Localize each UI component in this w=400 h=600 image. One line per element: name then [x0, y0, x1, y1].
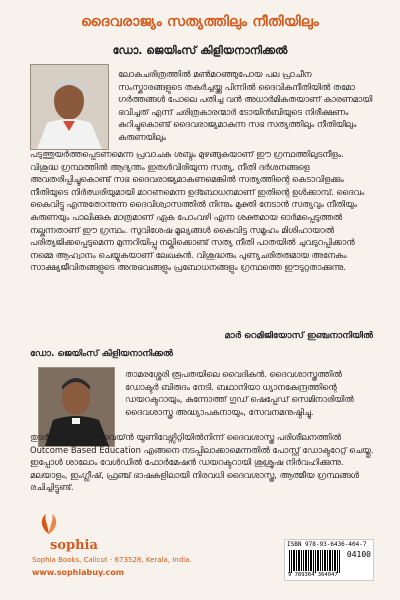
book-title: ദൈവരാജ്യം സത്യത്തിലും നീതിയിലും — [81, 14, 319, 30]
about-author-text-body: തുടർന്ന് പാരീസ് ലൂവെയ്ൻ യൂണിവേഴ്സിറ്റിയിൽനിന്ന് ദൈവശാസ്ത്ര പരിശീലനത്തിൽ Outcome Based Education എങ്ങനെ നടപ്പിലാക്കാമെന്നതിൽ പോസ്റ്റ് ഡോക്ടറേറ്റ് ചെയ്തു. ഇപ്പോൾ ശാലോം വേൾഡിൽ ഫോർമേഷൻ ഡയറക്ടറായി ശുശ്രൂഷ നിർവഹിക്കുന്നു. മലയാളം, ഇംഗ്ലീഷ്, ഫ്രഞ്ച് ഭാഷകളിലായി നിരവധി ദൈവശാസ്ത്ര, ആത്മീയ ഗ്രന്ഥങ്ങൾ രചിച്ചിട്ടുണ്ട്. — [30, 432, 374, 493]
publisher-logo-text: sophia — [50, 538, 98, 553]
barcode-icon — [289, 550, 341, 573]
publisher-logo-icon — [34, 512, 64, 540]
publisher-website: www.sophiabuy.com — [32, 568, 125, 577]
isbn-barcode-box — [284, 539, 374, 581]
about-author-name: ഡോ. ജെയിംസ് കിളിയനാനിക്കൽ — [30, 349, 173, 359]
publisher-address: Sophia Books, Calicut - 673528, Kerala, India. — [32, 556, 192, 564]
foreword-author-photo — [30, 64, 109, 150]
price-code: 04100 — [346, 550, 371, 559]
isbn-label: ISBN 978-93-6436-404-7 — [287, 541, 367, 548]
foreword-text-head: ലോകചരിത്രത്തിൽ മൺമറഞ്ഞുപോയ പല പ്രാചീന സംസ്കാരങ്ങളുടെ തകർച്ചയ്ക്കു പിന്നിൽ ദൈവികനീതിയിൽ തമോ ഗർത്തങ്ങൾ പോലെ പതിച്ച വൻ അധാർമികതയാണ് കാരണമായി ഭവിച്ചത് എന്ന് ചരിത്രകാരന്മാർ ടോയിൻബിയുടെ നിരീക്ഷണം കുറിച്ചുകൊണ്ട് ദൈവരാജ്യമാകുന്ന സഭ സത്യത്തിലും നീതിയിലും കരുണയിലും — [118, 69, 373, 142]
about-author-text-head: താമരശ്ശേരി രൂപതയിലെ വൈദികൻ. ദൈവശാസ്ത്രത്തിൽ ഡോക്ടർ ബിരുദം നേടി. ബഥാനിയാ ധ്യാനകേന്ദ്രത്തിന്റെ ഡയറക്ടറായും, കുന്നോത്ത് ഗുഡ് ഷെപ്പേഡ് സെമിനാരിയിൽ ദൈവശാസ്ത്ര അദ്ധ്യാപകനായും, സേവനമനുഷ്ഠിച്ചു. — [125, 369, 354, 417]
foreword-signature: മാർ റെമിജിയോസ് ഇഞ്ചനാനിയിൽ — [224, 331, 373, 341]
author-heading: ഡോ. ജെയിംസ് കിളിയനാനിക്കൽ — [112, 44, 288, 57]
barcode-digits: 9 789364 364047 — [288, 572, 338, 578]
foreword-text-body: പടുത്തുയർത്തപ്പെടണമെന്ന പ്രവാചക ശബ്ദം മുഴങ്ങുകയാണ് ഈ ഗ്രന്ഥത്തിലുടനീളം. വിശുദ്ധ ഗ്രന്ഥത്തിൽ ആദ്യന്തം ഇതൾവിരിയുന്ന സത്യ, നീതി ദർശനങ്ങളെ അവതരിപ്പിച്ചുകൊണ്ട് സഭ ദൈവരാജ്യമാകണമെങ്കിൽ സത്യത്തിന്റെ കെടാവിളക്കും നീതിയുടെ നിർഝരിയുമായി മാറണമെന്ന ഉദ്ബോധനമാണ് ഇതിന്റെ ഉൾക്കാമ്പ്. ദൈവം കൈവിട്ടു എന്നുതോന്നുന്ന ദൈവിശ്വാസത്തിൽ നിന്നും മുക്തി നേടാൻ സത്യവും നീതിയും കരുണയും പാലിക്കുക മാത്രമാണ് ഏക പോംവഴി എന്ന ശക്തമായ ഓർമപ്പെടുത്തൽ നല്കുന്നതാണ് ഈ ഗ്രന്ഥം. സുവിശേഷ മൂല്യങ്ങൾ കൈവിട്ട സമൂഹം മിശിഹായാൽ പരിത്യജിക്കപ്പെടുമെന്ന മുന്നറിയിപ്പു നല്കിക്കൊണ്ട് സത്യ നീതി പാതയിൽ ചുവടുറപ്പിക്കാൻ നമ്മെ ആഹ്വാനം ചെയ്യുകയാണ് ലേഖകൻ. വിശുദ്ധരും പുണ്യചരിതരുമായ അനേകം സാക്ഷ്യജീവിതങ്ങളുടെ അനുഭവങ്ങളും പ്രബോധനങ്ങളും ഗ്രന്ഥത്തെ ഈടുറ്റതാക്കുന്നു. — [30, 149, 365, 273]
